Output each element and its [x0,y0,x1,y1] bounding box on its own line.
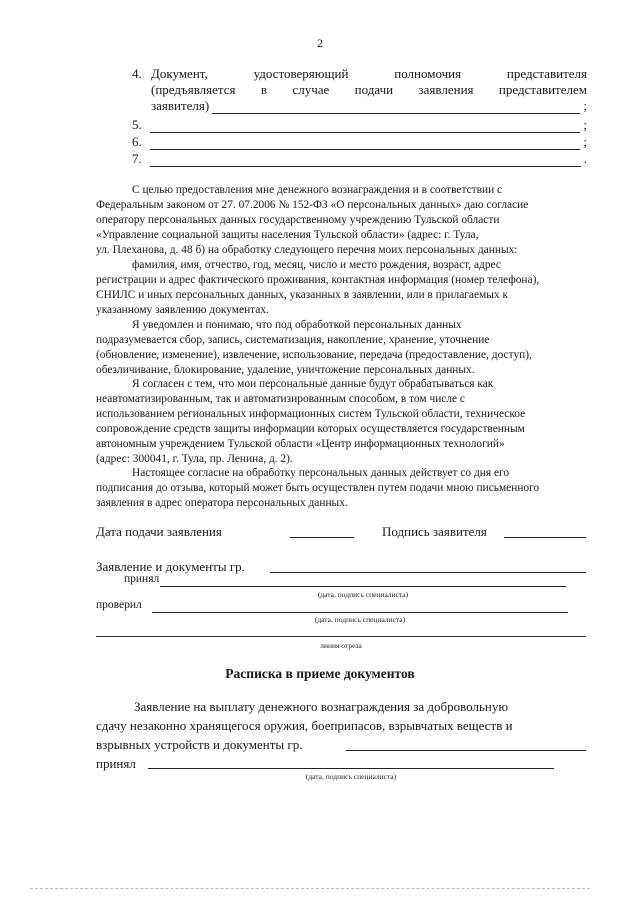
consent-line: оператору персональных данных государственному учреждению Тульской области [96,214,500,226]
list-item-5 [132,117,587,133]
item-number: 4. [132,66,142,81]
consent-line: (адрес: 300041, г. Тула, пр. Ленина, д. 2). [96,453,293,465]
consent-line: Федеральным законом от 27. 07.2006 № 152-ФЗ «О персональных данных» даю согласие [96,199,529,211]
receipt-accepted-label: принял [96,756,136,771]
item-7-blank[interactable] [150,154,581,167]
receipt-accepted-field[interactable] [148,768,554,769]
consent-line: «Управление социальной защиты населения Тульской области» (адрес: г. Тула, [96,229,479,241]
item-4-line-3-text: заявителя) [151,98,210,113]
accepted-label: принял [124,573,160,585]
accepted-field[interactable] [160,586,566,587]
date-label: Дата подачи заявления [96,524,222,539]
cut-line-label: линия отреза [320,641,362,650]
signature-label: Подпись заявителя [382,524,487,539]
receipt-caption: (дата, подпись специалиста) [305,772,397,781]
docs-name-field[interactable] [270,572,586,573]
receipt-line-3: взрывных устройств и документы гр. [96,737,303,752]
receipt-line-2: сдачу незаконно хранящегося оружия, боеприпасов, взрывчатых веществ и [96,718,513,733]
list-item-6 [132,134,587,150]
item-6-blank[interactable] [150,137,581,150]
item-7-period: . [583,151,587,166]
item-4-blank[interactable] [212,101,580,114]
consent-line: обезличивание, блокирование, удаление, уничтожение персональных данных. [96,364,475,376]
item-number: 6. [132,134,142,149]
consent-line: подписания до отзыва, который может быть осуществлен путем подачи мною письменного [96,482,540,494]
docs-label: Заявление и документы гр. [96,559,245,574]
consent-line: заявления в адрес оператора персональных данных. [96,497,348,509]
item-5-blank[interactable] [150,120,581,133]
list-item-7 [132,151,587,167]
receipt-name-field[interactable] [346,750,586,751]
item-number: 5. [132,117,142,132]
item-4-line-3 [151,98,587,114]
date-field[interactable] [290,537,354,538]
checked-label: проверил [96,599,142,611]
scan-artifact [30,888,590,889]
consent-line: СНИЛС и иных персональных данных, указанных в заявлении, или в прилагаемых к [96,289,508,301]
item-6-semicolon: ; [583,134,587,149]
page-number: 2 [317,36,323,50]
consent-line: регистрации и адрес фактического проживания, контактная информация (номер телефона), [96,274,540,286]
checked-field[interactable] [152,612,568,613]
item-5-semicolon: ; [583,117,587,132]
item-number: 7. [132,151,142,166]
signature-field[interactable] [504,537,586,538]
item-4-line-1: Документ, удостоверяющий полномочия представителя [151,66,587,81]
consent-line: фамилия, имя, отчество, год, месяц, число и место рождения, возраст, адрес [132,259,501,271]
cut-line [96,636,586,637]
consent-line: автономным учреждением Тульской области «Центр информационных технологий» [96,438,505,450]
consent-line: Я согласен с тем, что мои персональные данные будут обрабатываться как [132,378,494,390]
consent-line: подразумевается сбор, запись, систематизация, накопление, хранение, уточнение [96,334,490,346]
receipt-line-1: Заявление на выплату денежного вознаграждения за добровольную [134,699,509,714]
consent-line: С целью предоставления мне денежного вознаграждения и в соответствии с [132,184,503,196]
item-4-line-2: (предъявляется в случае подачи заявления представителем [151,82,587,97]
consent-line: использованием региональных информационных систем Тульской области, техническое [96,408,526,420]
consent-line: Я уведомлен и понимаю, что под обработкой персональных данных [132,319,462,331]
consent-line: сопровождение средств защиты информации которых осуществляется государственным [96,423,525,435]
list-item-4 [132,66,587,114]
consent-line: указанному заявлению документах. [96,304,269,316]
consent-line: ул. Плеханова, д. 48 б) на обработку следующего перечня моих персональных данных: [96,244,518,256]
consent-line: (обновление, изменение), извлечение, использование, передача (предоставление, доступ), [96,349,532,361]
consent-line: Настоящее согласие на обработку персональных данных действует со дня его [132,467,510,479]
consent-line: неавтоматизированным, так и автоматизированным способом, в том числе с [96,393,465,405]
accepted-caption: (дата, подпись специалиста) [317,590,409,599]
item-4-semicolon: ; [583,98,587,113]
checked-caption: (дата, подпись специалиста) [314,615,406,624]
receipt-title: Расписка в приеме документов [225,666,415,681]
